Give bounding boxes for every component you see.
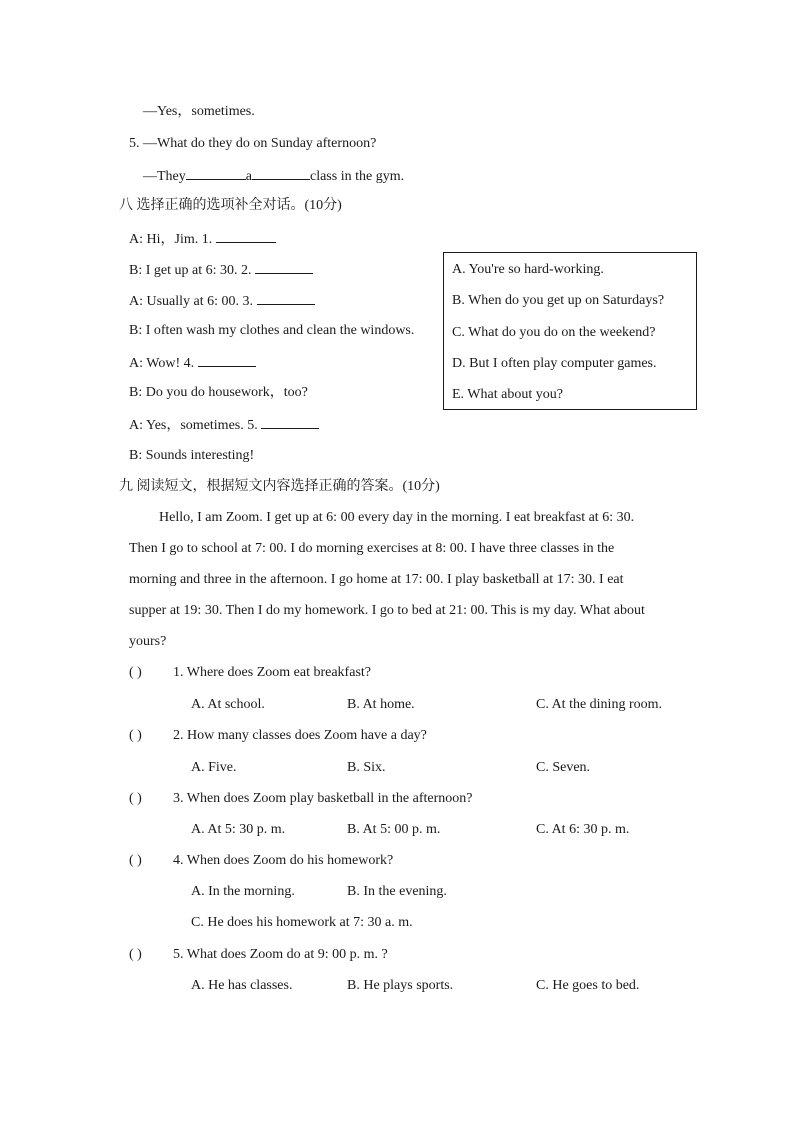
dialogue-line <box>129 383 308 403</box>
answer-blank[interactable] <box>198 352 256 367</box>
dialogue-text: A: Usually at 6: 00. 3. <box>129 294 254 309</box>
option-a: A. You're so hard-working. <box>452 262 604 277</box>
answer-blank[interactable] <box>216 228 276 243</box>
question-number: 5. <box>129 136 140 151</box>
choice-a: A. Five. <box>191 760 237 775</box>
question-text: —What do they do on Sunday afternoon? <box>143 136 377 151</box>
dialogue-line <box>129 446 254 466</box>
question-text: 2. How many classes does Zoom have a day? <box>173 728 427 743</box>
answer-line: —Yes，sometimes. <box>143 104 255 119</box>
section-heading: 九 阅读短文，根据短文内容选择正确的答案。(10分) <box>119 479 440 494</box>
choice-c: C. At the dining room. <box>536 697 662 712</box>
passage-line: supper at 19: 30. Then I do my homework. I go to bed at 21: 00. This is my day. What about <box>129 603 645 618</box>
dialogue-text: B: Do you do housework，too? <box>129 385 308 400</box>
option-c: C. What do you do on the weekend? <box>452 325 656 340</box>
answer-parentheses[interactable]: ( ) <box>129 947 142 962</box>
answer-parentheses[interactable]: ( ) <box>129 728 142 743</box>
question-text: 1. Where does Zoom eat breakfast? <box>173 665 371 680</box>
choice-b: B. At 5: 00 p. m. <box>347 822 441 837</box>
question-text: 5. What does Zoom do at 9: 00 p. m. ? <box>173 947 388 962</box>
choice-b: B. Six. <box>347 760 386 775</box>
passage-line: Hello, I am Zoom. I get up at 6: 00 every day in the morning. I eat breakfast at 6: 30. <box>159 510 635 525</box>
option-e: E. What about you? <box>452 387 563 402</box>
question-text: 3. When does Zoom play basketball in the afternoon? <box>173 791 473 806</box>
options-box <box>443 252 697 410</box>
passage-line: morning and three in the afternoon. I go home at 17: 00. I play basketball at 17: 30. I eat <box>129 572 624 587</box>
dialogue-line <box>129 290 315 312</box>
question-5 <box>129 134 376 154</box>
answer-text: a <box>245 169 252 184</box>
answer-parentheses[interactable]: ( ) <box>129 791 142 806</box>
answer-blank[interactable] <box>257 290 315 305</box>
dialogue-text: A: Hi，Jim. 1. <box>129 232 213 247</box>
choice-a: A. At school. <box>191 697 265 712</box>
choice-c: C. He does his homework at 7: 30 a. m. <box>191 915 413 930</box>
answer-text: —They <box>143 169 186 184</box>
answer-parentheses[interactable]: ( ) <box>129 665 142 680</box>
option-d: D. But I often play computer games. <box>452 356 657 371</box>
choice-c: C. Seven. <box>536 760 591 775</box>
answer-blank[interactable] <box>261 414 319 429</box>
dialogue-text: A: Wow! 4. <box>129 356 195 371</box>
dialogue-line <box>129 228 276 250</box>
choice-b: B. He plays sports. <box>347 978 454 993</box>
answer-blank[interactable] <box>186 165 246 180</box>
dialogue-text: B: I get up at 6: 30. 2. <box>129 263 252 278</box>
choice-a: A. In the morning. <box>191 884 295 899</box>
choice-c: C. He goes to bed. <box>536 978 640 993</box>
dialogue-line <box>129 259 313 281</box>
choice-b: B. In the evening. <box>347 884 447 899</box>
dialogue-line <box>129 321 414 341</box>
answer-blank[interactable] <box>255 259 313 274</box>
answer-text: class in the gym. <box>309 169 405 184</box>
choice-c: C. At 6: 30 p. m. <box>536 822 630 837</box>
answer-blank[interactable] <box>252 165 310 180</box>
choice-a: A. He has classes. <box>191 978 293 993</box>
dialogue-text: B: Sounds interesting! <box>129 448 255 463</box>
dialogue-line <box>129 352 256 374</box>
passage-line: yours? <box>129 634 167 649</box>
answer-fill-line <box>143 165 404 187</box>
dialogue-text: B: I often wash my clothes and clean the windows. <box>129 323 415 338</box>
dialogue-line <box>129 414 319 436</box>
dialogue-text: A: Yes，sometimes. 5. <box>129 418 258 433</box>
option-b: B. When do you get up on Saturdays? <box>452 293 665 308</box>
question-text: 4. When does Zoom do his homework? <box>173 853 394 868</box>
choice-b: B. At home. <box>347 697 415 712</box>
passage-line: Then I go to school at 7: 00. I do morning exercises at 8: 00. I have three classes in the <box>129 541 615 556</box>
answer-parentheses[interactable]: ( ) <box>129 853 142 868</box>
section-heading: 八 选择正确的选项补全对话。(10分) <box>119 198 342 213</box>
choice-a: A. At 5: 30 p. m. <box>191 822 286 837</box>
